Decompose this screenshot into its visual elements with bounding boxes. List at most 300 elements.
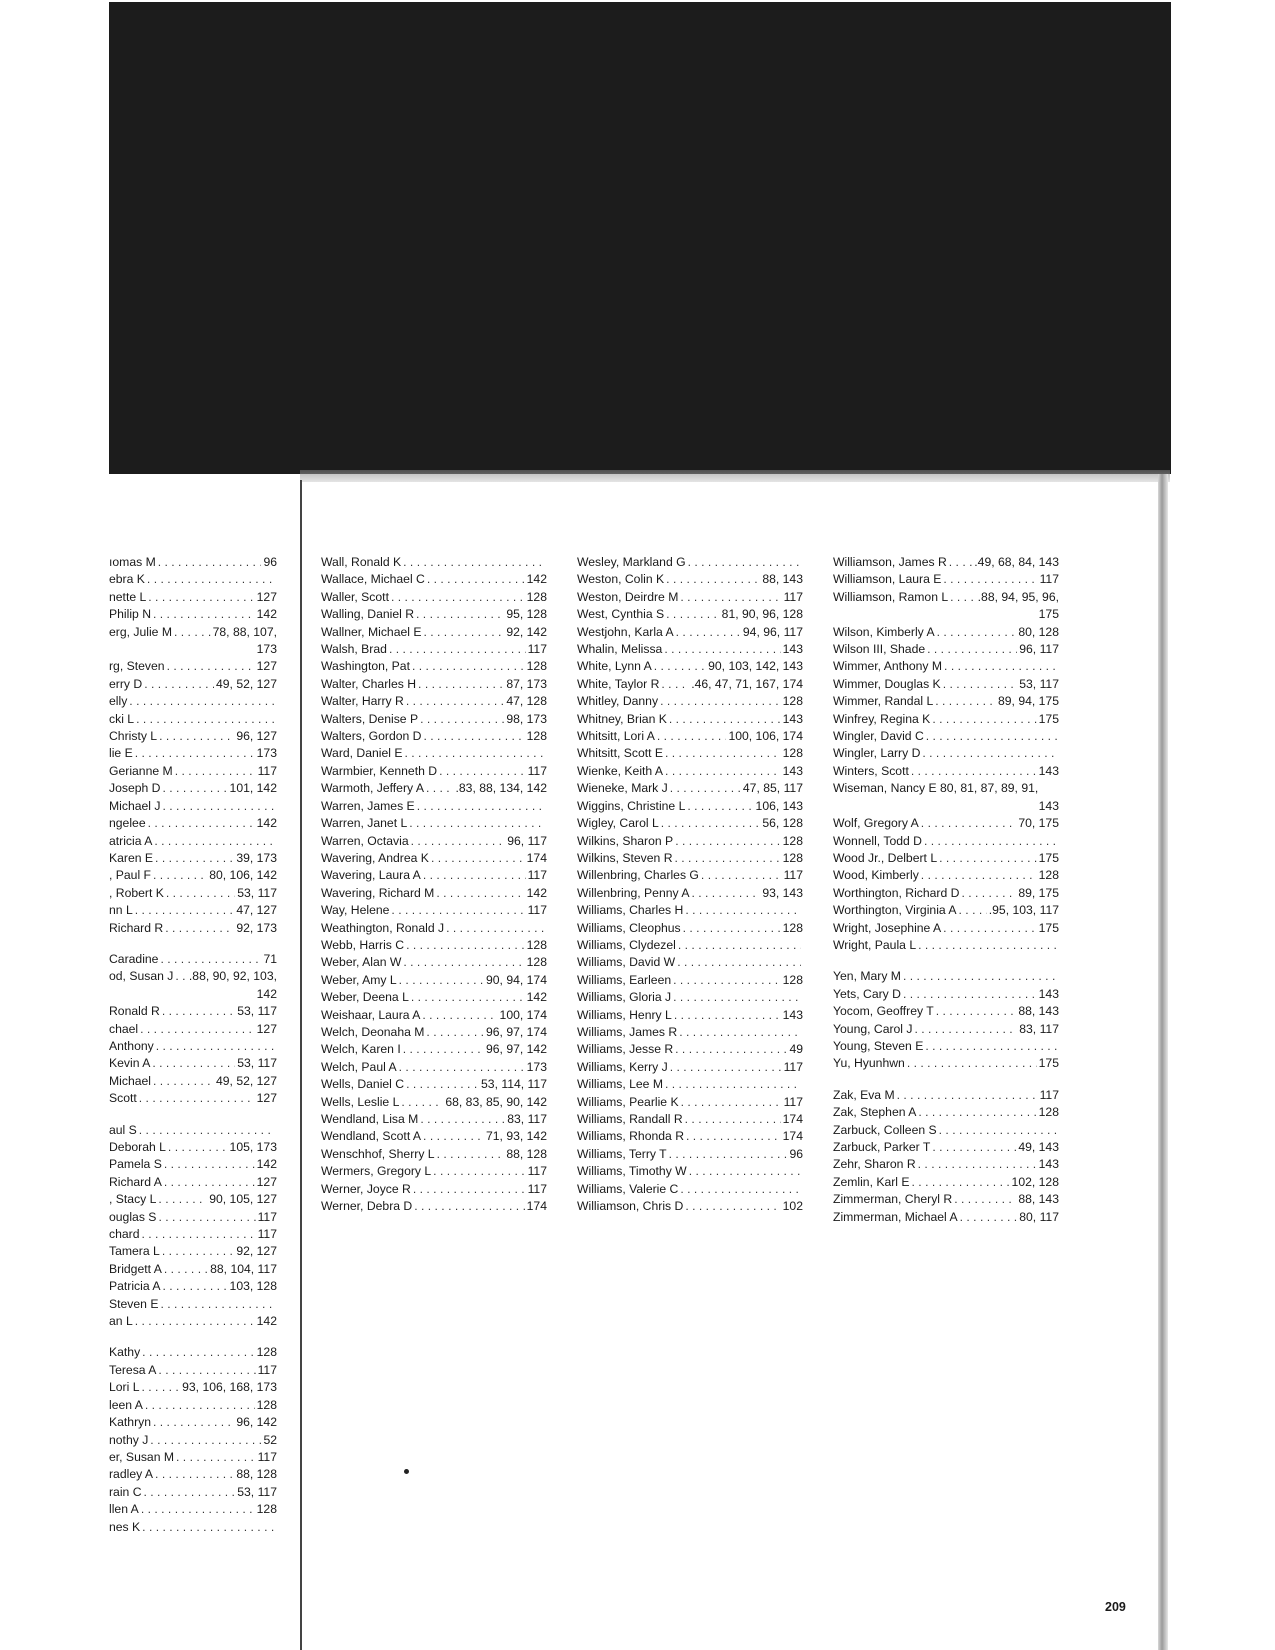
entry-name: Williamson, Laura E [833,572,942,587]
index-entry [109,1466,277,1483]
index-entry [109,885,277,902]
dot-leader [411,989,525,1006]
dot-leader [426,780,454,797]
entry-name: Kathryn [109,1415,152,1430]
entry-name: Washington, Pat [321,659,410,674]
index-entry [321,798,547,815]
index-entry [109,763,277,780]
index-entry [109,1226,277,1243]
dot-leader [674,1007,781,1024]
entry-name: White, Lynn A [577,659,652,674]
entry-pages: 89, 175 [1018,885,1059,900]
entry-name: Zarbuck, Parker T [833,1140,931,1154]
dot-leader [162,1243,235,1260]
index-entry [833,1209,1059,1226]
entry-pages: 117 [527,903,547,918]
dot-leader [416,606,504,623]
index-entry [109,606,277,623]
dot-leader [691,885,760,902]
index-entry [321,711,547,728]
entry-name: Wendland, Scott A [321,1129,422,1144]
dot-leader [446,920,545,937]
dot-leader [142,1344,254,1361]
index-entry [577,763,803,780]
index-entry [833,1003,1059,1020]
index-entry [109,951,277,968]
entry-pages: 117 [257,1449,277,1464]
entry-pages: 88, 128 [506,1146,547,1161]
dot-leader [141,1501,255,1518]
entry-pages: 127 [256,1091,277,1106]
dot-leader [164,1261,208,1278]
dot-leader [160,951,261,968]
entry-pages: 71 [263,951,277,966]
dot-leader [681,1094,782,1111]
entry-pages-continued: 175 [1038,607,1059,622]
index-entry [109,745,277,762]
index-entry [109,1501,277,1518]
dot-leader [142,1519,275,1536]
entry-name: an L [109,1314,133,1329]
dot-leader [152,1055,235,1072]
index-entry [321,1163,547,1180]
entry-pages: 102 [782,1199,803,1214]
index-entry [109,728,277,745]
entry-name: Wilkins, Steven R [577,850,673,865]
entry-pages: 52 [263,1432,277,1447]
index-entry [833,780,1059,797]
entry-name: Wiggins, Christine L [577,798,686,813]
entry-pages: 53, 117 [237,1484,277,1499]
dot-leader [922,745,1057,762]
dot-leader [405,745,545,762]
dot-leader [139,1122,275,1139]
index-entry [109,1484,277,1501]
entry-name: Wilson, Kimberly A [833,624,935,639]
dot-leader [168,1139,228,1156]
dot-leader [129,693,275,710]
dot-leader [401,1094,443,1111]
entry-name: Willenbring, Penny A [577,885,690,900]
entry-name: Richard R [109,920,164,935]
entry-pages: 39, 173 [236,850,277,865]
index-entry [577,815,803,832]
entry-name: Worthington, Virginia A [833,903,957,918]
entry-pages: 173 [526,1059,547,1074]
index-gap [109,937,277,951]
entry-pages: 94, 96, 117 [742,624,803,639]
dot-leader [436,885,524,902]
dot-leader [687,798,753,815]
entry-name: Walsh, Brad [321,642,387,657]
entry-name: Zemlin, Karl E [833,1174,910,1189]
dot-leader [162,1003,235,1020]
entry-pages: 128 [526,955,547,970]
entry-pages: 117 [527,642,547,657]
entry-pages: 117 [783,1059,803,1074]
index-column-1 [109,554,277,1536]
entry-pages: 103, 128 [229,1279,277,1294]
entry-name: Wimmer, Randal L [833,694,934,709]
entry-name: Webb, Harris C [321,937,405,952]
entry-pages: 128 [526,729,547,744]
entry-pages: 71, 93, 142 [486,1129,547,1144]
index-entry [833,1174,1059,1191]
entry-name: Wigley, Carol L [577,816,659,831]
dark-photo-area [109,2,1171,474]
entry-name: Weber, Deena L [321,990,409,1005]
entry-name: Whalin, Melissa [577,642,663,657]
dot-leader [174,624,211,641]
index-entry [833,624,1059,641]
entry-name: Whitley, Danny [577,694,659,709]
dot-leader [136,711,275,728]
entry-pages: 175 [1038,850,1059,865]
index-entry [833,763,1059,780]
entry-name: Williamson, Chris D [577,1199,684,1214]
dot-leader [943,920,1036,937]
index-entry [321,1128,547,1145]
entry-pages: 128 [782,833,803,848]
entry-pages: 128 [526,659,547,674]
index-column-4 [833,554,1059,1226]
index-entry [321,745,547,762]
entry-name: Williams, Kerry J [577,1059,668,1074]
entry-name: Scott [109,1091,137,1106]
dot-leader [924,833,1057,850]
entry-name: Williams, Randall R [577,1112,683,1126]
dot-leader [918,1156,1037,1173]
entry-name: West, Cynthia S [577,607,665,622]
entry-pages: 88, 143 [1018,1004,1059,1019]
index-entry [321,763,547,780]
entry-pages: 117 [527,1181,547,1196]
dot-leader [403,554,545,571]
entry-pages: 128 [782,920,803,935]
entry-pages: 49 [789,1042,803,1057]
entry-pages: 117 [257,1362,277,1377]
dot-leader [688,554,801,571]
photo-edge-shadow [300,470,1170,482]
entry-pages: 128 [782,694,803,709]
entry-name: Zehr, Sharon R [833,1157,916,1172]
entry-pages: 128 [526,937,547,952]
index-entry [321,989,547,1006]
dot-leader [959,902,987,919]
entry-pages: 49, 52, 127 [216,676,277,691]
entry-name: , Robert K [109,885,164,900]
index-entry [577,606,803,623]
entry-name: Wallace, Michael C [321,572,425,587]
entry-name: White, Taylor R [577,676,660,691]
index-entry [109,968,277,985]
entry-name: Walter, Harry R [321,694,404,709]
entry-name: er, Susan M [109,1449,175,1464]
entry-name: cki L [109,711,135,726]
dot-leader [427,571,525,588]
entry-name: Richard A [109,1174,162,1189]
dot-leader [932,1139,1016,1156]
dot-leader [679,1024,801,1041]
index-entry [577,1181,803,1198]
index-entry [109,1174,277,1191]
dot-leader [676,624,741,641]
entry-pages: 83, 117 [1019,1021,1059,1036]
index-column-3 [577,554,803,1215]
entry-name: nette L [109,589,147,604]
entry-name: Yen, Mary M [833,969,901,984]
dot-leader [675,833,780,850]
dot-leader [153,1414,234,1431]
dot-leader [403,954,524,971]
index-entry [321,728,547,745]
index-entry [109,1344,277,1361]
index-entry [321,1094,547,1111]
entry-name: Tamera L [109,1244,160,1259]
dot-leader [675,1041,787,1058]
dot-leader [961,885,1016,902]
index-entry [109,1191,277,1208]
entry-pages: 56, 128 [762,816,803,831]
entry-name: Winters, Scott [833,763,909,778]
index-entry [321,606,547,623]
index-entry [833,968,1059,985]
dot-leader [156,1038,275,1055]
index-entry [577,1146,803,1163]
entry-pages: 102, 128 [1011,1174,1059,1189]
dot-leader [160,1296,275,1313]
index-entry [577,885,803,902]
dot-leader [142,1379,181,1396]
entry-name: Walters, Gordon D [321,729,422,744]
entry-pages: 93, 143 [762,885,803,900]
dot-leader [153,867,207,884]
ink-speck [404,1469,409,1474]
dot-leader [936,1003,1017,1020]
index-entry [109,1055,277,1072]
dot-leader [391,589,525,606]
index-entry [321,641,547,658]
dot-leader [685,902,801,919]
entry-name: Wright, Josephine A [833,920,942,935]
entry-name: Zak, Stephen A [833,1105,917,1120]
entry-pages: .46, 47, 71, 167, 174 [691,676,803,691]
index-entry [833,833,1059,850]
entry-pages: 47, 85, 117 [742,781,803,796]
entry-name: Gerianne M [109,763,173,778]
index-entry [321,833,547,850]
dot-leader [431,850,525,867]
index-entry [109,1209,277,1226]
entry-name: Wells, Daniel C [321,1077,405,1092]
entry-name: Weber, Alan W [321,955,402,970]
dot-leader [685,1198,780,1215]
entry-pages: 142 [256,1157,277,1172]
entry-pages: 117 [1039,1087,1059,1102]
index-entry [577,1111,803,1128]
entry-name: Wingler, David C [833,729,924,744]
index-entry [321,1024,547,1041]
dot-leader [423,1128,484,1145]
dot-leader [932,711,1036,728]
entry-name: Walling, Daniel R [321,607,415,622]
entry-name: Joseph D [109,781,161,796]
index-entry [321,1076,547,1093]
entry-pages: 105, 173 [229,1140,277,1154]
entry-name: leen A [109,1397,143,1412]
entry-name: aul S [109,1122,137,1137]
entry-name: Wimmer, Douglas K [833,676,941,691]
entry-pages: 117 [527,1164,547,1179]
entry-pages: 117 [783,1094,803,1109]
entry-pages: 142 [526,885,547,900]
dot-leader [406,693,504,710]
dot-leader [162,798,275,815]
index-entry [577,1198,803,1215]
entry-name: Kevin A [109,1056,151,1071]
entry-name: Wesley, Markland G [577,555,686,569]
entry-name: elly [109,694,128,709]
dot-leader [926,728,1057,745]
dot-leader [426,1024,484,1041]
entry-pages: 53, 117 [237,885,277,900]
entry-pages: .88, 94, 95, 96, [977,589,1059,604]
index-entry [833,1139,1059,1156]
index-entry [109,920,277,937]
dot-leader [155,1466,234,1483]
entry-name: Weathington, Ronald J [321,920,445,935]
dot-leader [145,1397,255,1414]
entry-name: rg, Steven [109,659,165,674]
index-entry [833,641,1059,658]
index-entry [833,1156,1059,1173]
dot-leader [897,1087,1038,1104]
index-entry [833,937,1059,954]
entry-name: nn L [109,903,133,918]
dot-leader [153,606,255,623]
dot-leader [167,658,255,675]
index-entry [109,833,277,850]
entry-pages: 127 [256,659,277,674]
entry-pages: 142 [256,816,277,831]
dot-leader [673,972,781,989]
dot-leader [669,1146,788,1163]
dot-leader [148,589,254,606]
entry-name: Walters, Denise P [321,711,419,726]
entry-pages: 100, 106, 174 [728,729,803,744]
index-entry [833,1104,1059,1121]
entry-name: Wavering, Laura A [321,868,421,883]
entry-name: Welch, Karen I [321,1042,401,1057]
entry-pages: 117 [1039,572,1059,587]
entry-pages: 95, 128 [506,607,547,622]
dot-leader [164,1174,255,1191]
dot-leader [153,1073,214,1090]
entry-name: Deborah L [109,1140,166,1154]
entry-name: Wilson III, Shade [833,642,926,657]
index-entry [833,589,1059,606]
dot-leader [912,1174,1010,1191]
entry-pages: 90, 94, 174 [486,972,547,987]
entry-name: Williams, James R [577,1024,678,1039]
dot-leader [665,763,781,780]
entry-name: Caradine [109,951,159,966]
entry-name: lie E [109,746,133,761]
entry-name: Steven E [109,1296,159,1311]
entry-name: Wendland, Lisa M [321,1112,419,1126]
entry-name: Warren, James E [321,798,415,813]
index-entry [109,1038,277,1055]
entry-pages-continued: 143 [1038,798,1059,813]
index-entry [577,867,803,884]
index-entry [577,780,803,797]
entry-name: Williams, Pearlie K [577,1094,679,1109]
entry-pages: 96 [263,555,277,569]
index-entry [833,728,1059,745]
index-entry [577,589,803,606]
entry-name: Waller, Scott [321,589,389,604]
entry-name: Wolf, Gregory A [833,816,919,831]
entry-pages: 117 [257,1209,277,1224]
entry-pages: 88, 143 [1018,1192,1059,1207]
entry-name: Patricia A [109,1279,161,1294]
index-entry [109,1449,277,1466]
dot-leader [677,954,801,971]
index-entry [109,624,277,641]
dot-leader [418,676,504,693]
dot-leader [406,1076,479,1093]
entry-pages: 117 [257,1227,277,1242]
entry-name: Werner, Joyce R [321,1181,411,1196]
index-entry [321,1111,547,1128]
entry-pages: .95, 103, 117 [988,903,1059,918]
index-entry [833,571,1059,588]
page-edge [1158,474,1168,1650]
index-entry [321,850,547,867]
entry-pages: 96, 97, 142 [486,1042,547,1057]
entry-name: Worthington, Richard D [833,885,960,900]
entry-name: Wiseman, Nancy E 80, 81, 87, 89, 91, [833,781,1039,796]
entry-name: chard [109,1227,140,1242]
index-entry [109,1021,277,1038]
index-entry [109,867,277,884]
entry-name: Wieneke, Mark J [577,781,668,796]
index-entry [109,1139,277,1156]
dot-leader [414,1198,524,1215]
entry-name: Wallner, Michael E [321,624,422,639]
dot-leader [927,641,1017,658]
index-entry [577,798,803,815]
entry-name: Michael [109,1073,151,1088]
index-entry [833,1122,1059,1139]
dot-leader [406,937,525,954]
entry-name: Philip N [109,607,151,622]
entry-pages: 92, 127 [236,1244,277,1259]
entry-name: Williamson, James R [833,555,947,569]
entry-pages: 175 [1038,920,1059,935]
index-entry [321,815,547,832]
entry-name: Zarbuck, Colleen S [833,1122,937,1137]
entry-pages: 142 [256,607,277,622]
dot-leader [144,676,214,693]
entry-name: Wright, Paula L [833,937,917,952]
index-entry [109,1519,277,1536]
dot-leader [907,1055,1037,1072]
dot-leader [661,676,689,693]
dot-leader [670,1059,782,1076]
entry-name: Kathy [109,1345,141,1360]
dot-leader [925,1038,1057,1055]
